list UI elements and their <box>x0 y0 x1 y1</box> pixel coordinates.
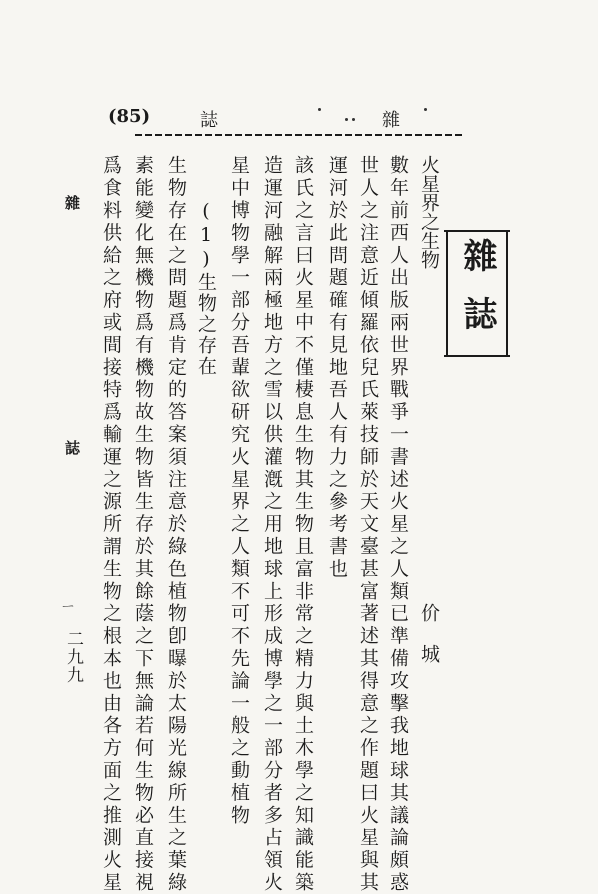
section-box-left <box>446 230 448 357</box>
body-column: 造運河融解兩極地方之雪以供灌漑之用地球上形成博學之一部分者多占領火 <box>261 155 283 894</box>
article-author: 价 城 <box>418 603 440 663</box>
body-column: 世人之注意近傾羅依兒氏萊技師於天文臺甚富著述其得意之作題曰火星與其 <box>357 155 379 894</box>
body-column: 數年前西人出版兩世界戰爭一書述火星之人類已準備攻擊我地球其議論頗惑 <box>387 155 409 894</box>
header-dot <box>424 108 427 111</box>
page-label: (85) <box>108 106 151 127</box>
body-column: 該氏之言曰火星中不僅棲息生物其生物且富非常之精力與土木學之知識能築 <box>292 155 314 894</box>
body-column: 運河於此問題確有見地吾人有力之參考書也 <box>326 155 348 581</box>
subsection-column: 爲食料供給之府或間接特爲輸運之源所謂生物之根本也由各方面之推測火星 <box>100 155 122 894</box>
section-box-top <box>444 230 510 232</box>
header-rule <box>135 134 465 136</box>
body-column: 星中博物學一部分吾輩欲研究火星界之人類不可不先論一般之動植物 <box>228 155 250 827</box>
margin-mark: ㄧ <box>60 597 77 616</box>
header-title-char-2: 雜 <box>382 110 400 131</box>
header-dot <box>318 108 321 111</box>
header-dot <box>345 118 348 121</box>
subsection-column: 生物存在之問題爲肯定的答案須注意於綠色植物卽曝於太陽光線所生之葉綠 <box>165 155 187 894</box>
section-box-bottom <box>444 355 510 357</box>
article-title: 火星界之生物 <box>418 155 440 269</box>
section-box-right <box>506 230 508 357</box>
page-number: 二九九 <box>63 630 83 684</box>
margin-label: 雜 誌 <box>63 195 81 561</box>
header-title-char-1: 誌 <box>200 110 218 131</box>
subsection-column: 素能變化無機物爲有機物故生物皆生存於其餘蔭之下無論若何生物必直接視 <box>132 155 154 894</box>
subsection-title: (1)生物之存在 <box>195 200 217 377</box>
header-dot <box>352 118 355 121</box>
section-title: 雜誌 <box>457 238 497 354</box>
